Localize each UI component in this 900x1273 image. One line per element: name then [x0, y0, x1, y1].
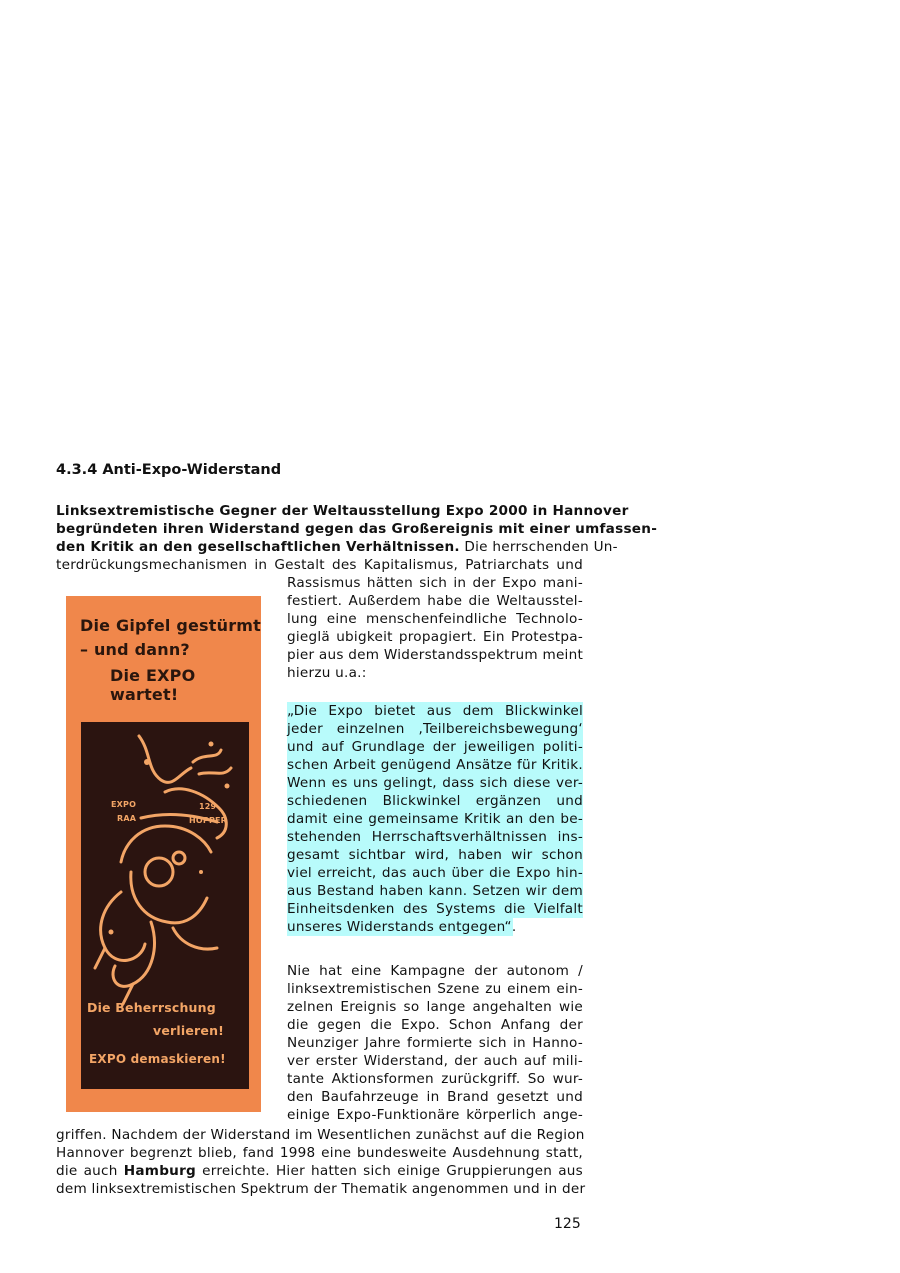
poster-slogan: verlieren! [153, 1023, 225, 1038]
poster-figure-text: HOPPER [189, 816, 228, 825]
quote-line: gesamt sichtbar wird, haben wir schon [287, 847, 583, 863]
quote-line: damit eine gemeinsame Kritik an den be- [287, 811, 583, 827]
para2-line: Nie hat eine Kampagne der autonom / [287, 963, 583, 979]
section-heading: 4.3.4 Anti-Expo-Widerstand [56, 462, 282, 478]
para2-line: einige Expo-Funktionäre körperlich ange- [287, 1107, 583, 1123]
para2-line: linksextremistischen Szene zu einem ein- [287, 981, 583, 997]
quote-line: schen Arbeit genügend Ansätze für Kritik. [287, 757, 583, 773]
para2-full-line: griffen. Nachdem der Widerstand im Wesentlichen zunächst auf die Region [56, 1127, 585, 1143]
intro-line-2: begründeten ihren Widerstand gegen das Großereignis mit einer umfassen- [56, 521, 658, 537]
intro-line-4: terdrückungsmechanismen in Gestalt des Kapitalismus, Patriarchats und [56, 557, 583, 573]
poster-slogan: EXPO demaskieren! [89, 1052, 226, 1066]
para2-line: Neunziger Jahre formierte sich in Hanno- [287, 1035, 583, 1051]
quote-line: Wenn es uns gelingt, dass sich diese ver- [287, 775, 583, 791]
para2-full-line: die auch Hamburg erreichte. Hier hatten sich einige Gruppierungen aus [56, 1163, 583, 1179]
para1-line: gieglä ubigkeit propagiert. Ein Protestpa- [287, 629, 583, 645]
poster-headline: Die EXPO wartet! [110, 666, 196, 704]
para2-full-line: Hannover begrenzt blieb, fand 1998 eine bundesweite Ausdehnung statt, [56, 1145, 583, 1161]
poster-headline: – und dann? [80, 640, 190, 659]
quote-line: schiedenen Blickwinkel ergänzen und [287, 793, 583, 809]
para1-line: lung eine menschenfeindliche Technolo- [287, 611, 583, 627]
para1-line: pier aus dem Widerstandsspektrum meint [287, 647, 584, 663]
quote-line: unseres Widerstands entgegen“. [287, 919, 517, 935]
quote-line: „Die Expo bietet aus dem Blickwinkel [287, 703, 583, 719]
poster-figure-text: RAA [117, 814, 137, 823]
quote-line: Einheitsdenken des Systems die Vielfalt [287, 901, 583, 917]
poster-illustration [81, 722, 249, 1089]
quote-line: stehenden Herrschaftsverhältnissen ins- [287, 829, 583, 845]
para2-full-line: dem linksextremistischen Spektrum der Thematik angenommen und in der [56, 1181, 586, 1197]
para1-line: hierzu u.a.: [287, 665, 367, 681]
para2-line: ver erster Widerstand, der auch auf mili- [287, 1053, 583, 1069]
para2-line: zelnen Ereignis so lange angehalten wie [287, 999, 583, 1015]
para2-line: tante Aktionsformen zurückgriff. So wur- [287, 1071, 583, 1087]
para2-line: die gegen die Expo. Schon Anfang der [287, 1017, 583, 1033]
intro-line-3: den Kritik an den gesellschaftlichen Verhältnissen. Die herrschenden Un- [56, 539, 618, 555]
quote-line: aus Bestand haben kann. Setzen wir dem [287, 883, 583, 899]
quote-line: jeder einzelnen ‚Teilbereichsbewegung‘ [287, 721, 583, 737]
para2-line: den Baufahrzeuge in Brand gesetzt und [287, 1089, 583, 1105]
quote-line: viel erreicht, das auch über die Expo hin- [287, 865, 583, 881]
page-number: 125 [554, 1216, 581, 1232]
para1-line: Rassismus hätten sich in der Expo mani- [287, 575, 583, 591]
poster-headline: Die Gipfel gestürmt [80, 616, 262, 635]
quote-line: und auf Grundlage der jeweiligen politi- [287, 739, 583, 755]
intro-line-1: Linksextremistische Gegner der Weltausstellung Expo 2000 in Hannover [56, 503, 629, 519]
poster-figure-text: EXPO [111, 800, 137, 809]
poster-slogan: Die Beherrschung [87, 1000, 216, 1015]
para1-line: festiert. Außerdem habe die Weltausstel- [287, 593, 583, 609]
expo-protest-poster [66, 596, 261, 1112]
poster-figure-text: 129 [199, 802, 217, 811]
